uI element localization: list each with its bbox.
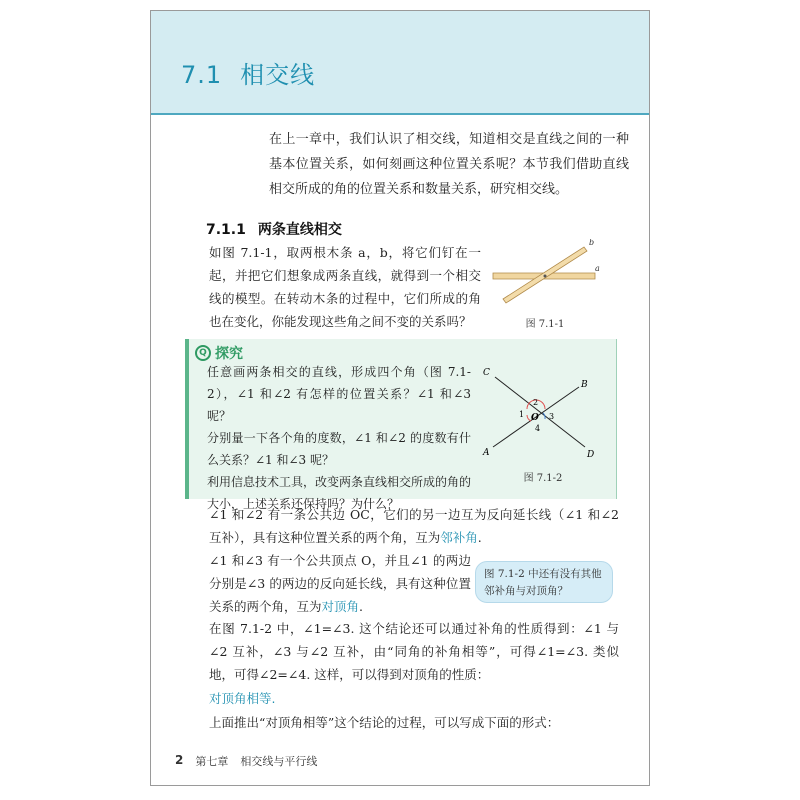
- explore-border: [616, 339, 617, 499]
- figure-2-caption: 图 7.1-2: [523, 473, 563, 484]
- explore-line-3: 利用信息技术工具，改变两条直线相交所成的角的大小，上述关系还保持吗？为什么？: [207, 475, 472, 511]
- figure-7-1-1: [489, 239, 601, 329]
- subsection-number: 7.1.1: [206, 222, 246, 238]
- wood-strips-diagram: [489, 239, 601, 311]
- explore-box: [185, 339, 617, 511]
- theorem-statement: 对顶角相等.: [209, 691, 276, 706]
- section-title-text: 相交线: [240, 61, 316, 89]
- page-footer: [175, 753, 317, 769]
- nail-point: [544, 275, 547, 278]
- term-adjacent-supplementary: 邻补角: [440, 530, 478, 545]
- paragraph-derivation: 上面推出“对顶角相等”这个结论的过程，可以写成下面的形式：: [209, 715, 560, 730]
- page-number: 2: [175, 753, 184, 767]
- thought-bubble: 图 7.1-2 中还有没有其他邻补角与对顶角？: [475, 561, 613, 603]
- angle-label-4: 4: [535, 424, 541, 433]
- section-number: 7.1: [181, 61, 223, 89]
- intro-paragraph: 在上一章中，我们认识了相交线，知道相交是直线之间的一种基本位置关系，如何刻画这种位置关系呢？本节我们借助直线相交所成的角的位置关系和数量关系，研究相交线。: [269, 132, 629, 197]
- section-title: [181, 55, 315, 90]
- explore-heading: [195, 343, 243, 363]
- magnifier-icon: Q: [195, 345, 211, 361]
- point-a: A: [483, 448, 490, 458]
- angle-label-3: 3: [549, 412, 555, 421]
- para2-end: .: [477, 530, 482, 545]
- figure-7-1-2: [475, 365, 611, 495]
- term-vertical-angles: 对顶角: [321, 599, 360, 614]
- explore-line-1: 任意画两条相交的直线，形成四个角（图 7.1-2），∠1 和∠2 有怎样的位置关系？∠1 和∠3 呢？: [207, 365, 471, 423]
- label-a: a: [595, 264, 600, 273]
- paragraph-proof: 在图 7.1-2 中，∠1=∠3. 这个结论还可以通过补角的性质得到：∠1 与∠2 互补，∠3 与∠2 互补，由“同角的补角相等”，可得∠1=∠3. 类似地，可得∠2=∠4. 这样，可以得到对顶角的性质：: [209, 621, 619, 682]
- point-c: C: [483, 368, 490, 378]
- subsection-title: [206, 219, 342, 239]
- textbook-page: [150, 10, 650, 786]
- paragraph-wood-strips: 如图 7.1-1，取两根木条 a，b，将它们钉在一起，并把它们想象成两条直线，就得到一个相交线的模型。在转动木条的过程中，它们所成的角也在变化，你能发现这些角之间不变的关系吗？: [209, 245, 481, 329]
- chapter-label: 第七章: [195, 755, 229, 768]
- header-rule: [151, 113, 649, 115]
- angle-label-2: 2: [533, 398, 539, 407]
- intersecting-lines-diagram: [475, 365, 611, 465]
- angle-3-arc: [543, 413, 545, 419]
- explore-line-2: 分别量一下各个角的度数，∠1 和∠2 的度数有什么关系？∠1 和∠3 呢？: [207, 431, 471, 467]
- para3-end: .: [359, 599, 364, 614]
- point-o: O: [531, 413, 539, 423]
- angle-label-1: 1: [519, 410, 525, 419]
- para2-text: ∠1 和∠2 有一条公共边 OC，它们的另一边互为反向延长线（∠1 和∠2 互补），具有这种位置关系的两个角，互为: [209, 507, 619, 545]
- explore-text: [207, 361, 471, 515]
- explore-accent-bar: [185, 339, 189, 499]
- paragraph-vertical-angles: [209, 549, 471, 618]
- chapter-title: 相交线与平行线: [240, 755, 318, 768]
- label-b: b: [589, 239, 595, 247]
- figure-1-caption: 图 7.1-1: [525, 319, 565, 330]
- point-b: B: [581, 380, 588, 390]
- paragraph-adjacent-supplementary: [209, 503, 619, 549]
- subsection-title-text: 两条直线相交: [257, 222, 342, 238]
- point-d: D: [587, 450, 595, 460]
- explore-label: 探究: [215, 346, 243, 362]
- para3-text: ∠1 和∠3 有一个公共顶点 O，并且∠1 的两边分别是∠3 的两边的反向延长线，具有这种位置关系的两个角，互为: [209, 553, 471, 614]
